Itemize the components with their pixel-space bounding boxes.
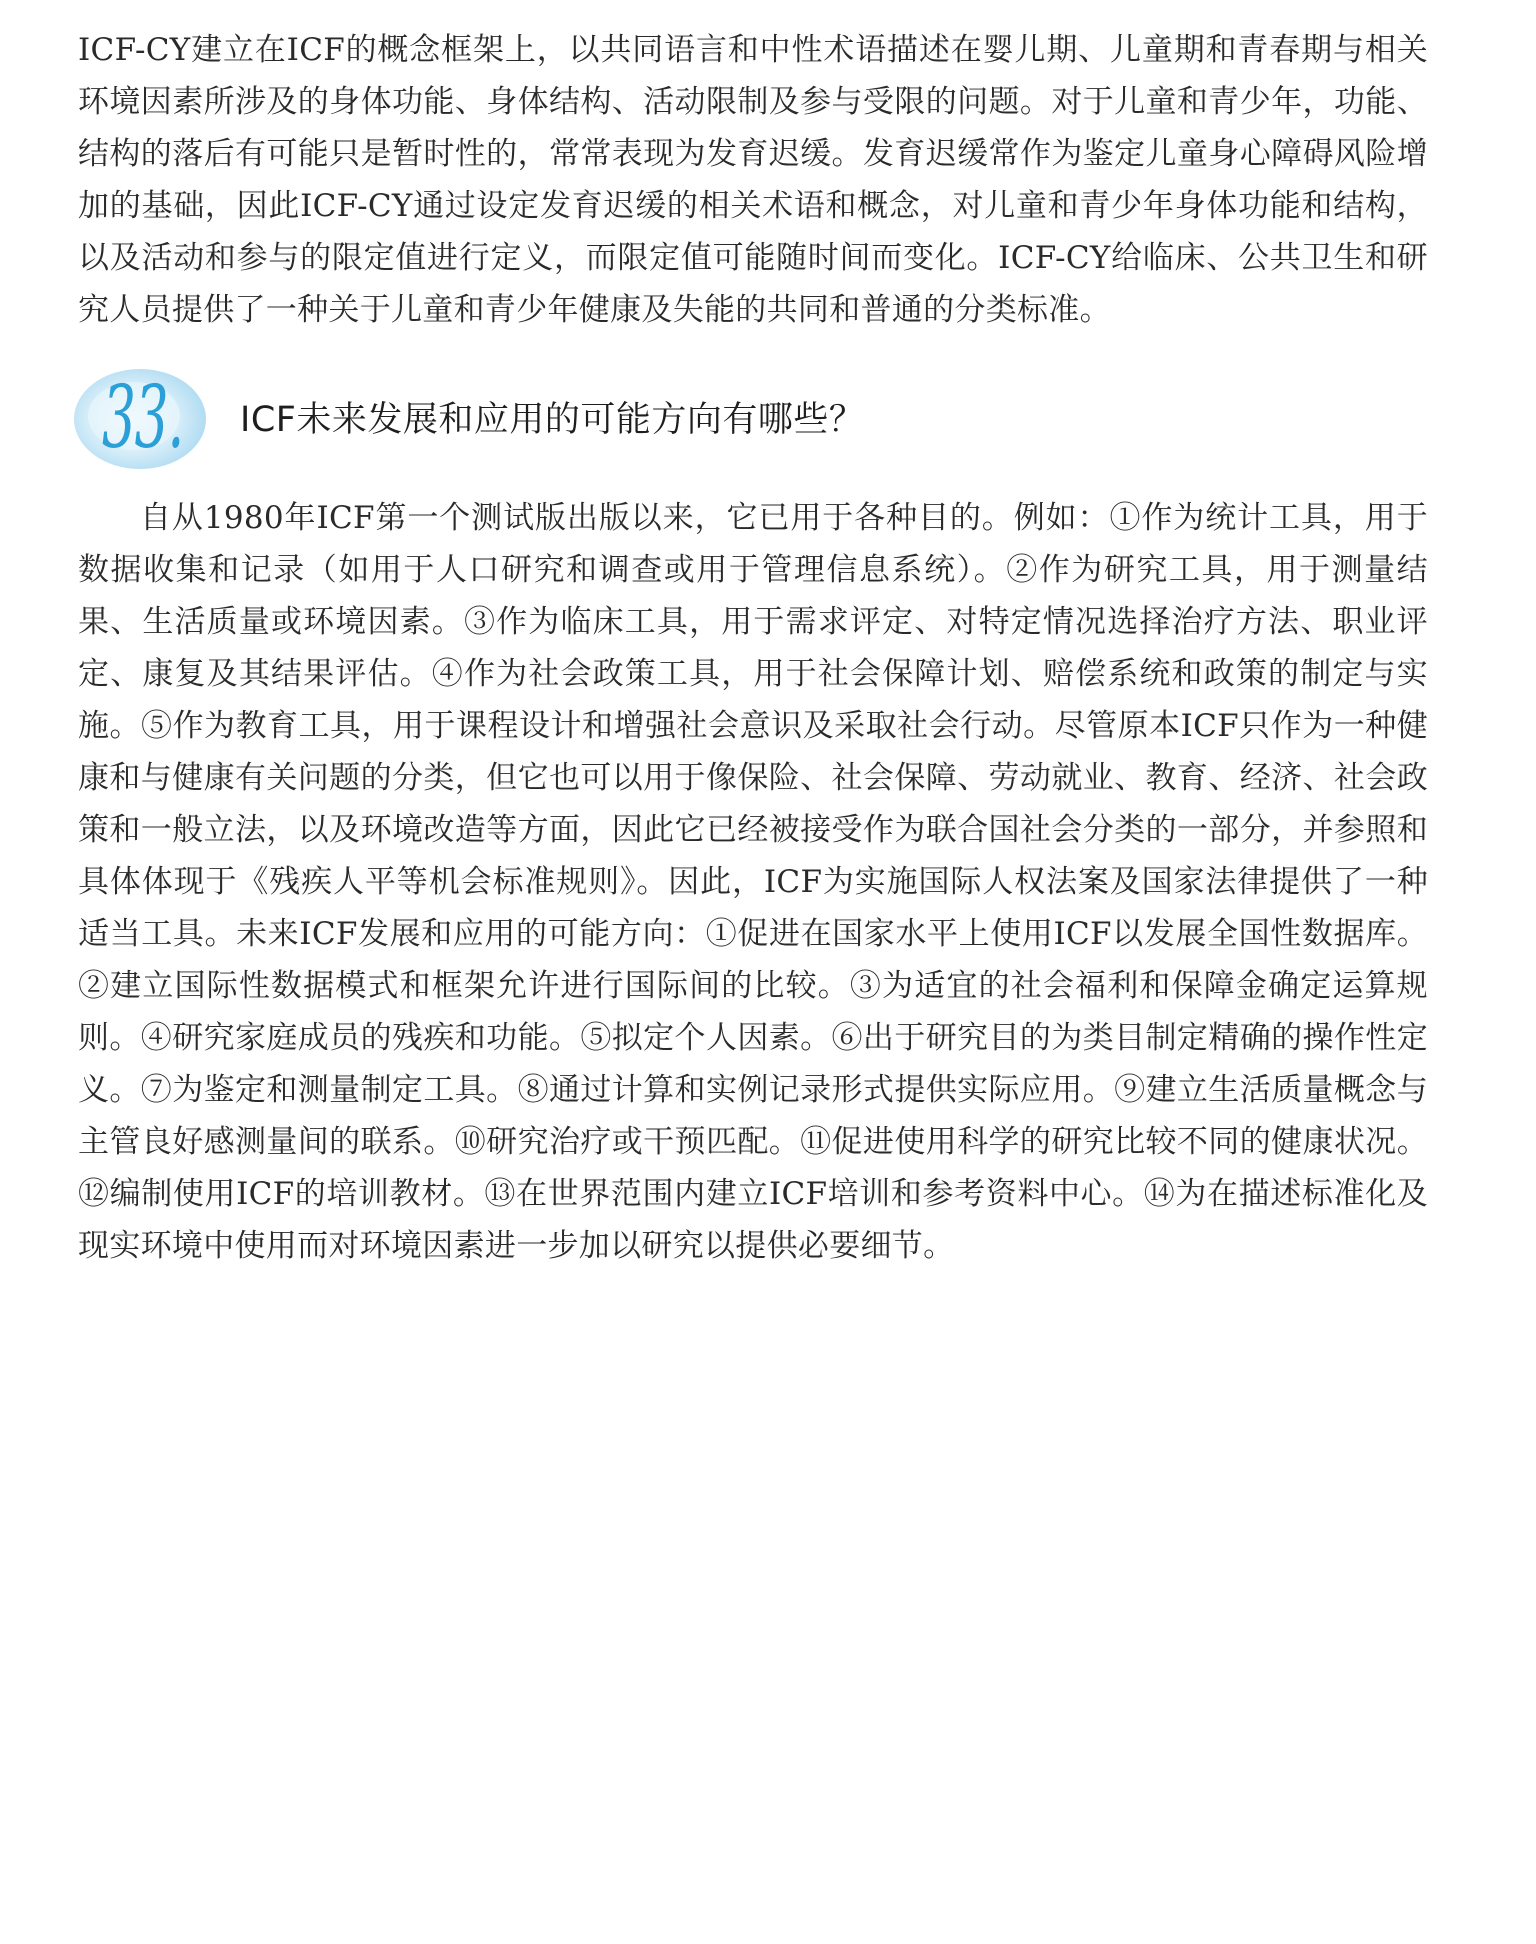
page-content	[78, 24, 1428, 1272]
section-number-badge	[72, 364, 212, 474]
section-number: 33.	[102, 368, 184, 468]
section-body-paragraph: 自从1980年ICF第一个测试版出版以来，它已用于各种目的。例如：①作为统计工具，用于数据收集和记录（如用于人口研究和调查或用于管理信息系统）。②作为研究工具，用于测量结果、生活质量或环境因素。③作为临床工具，用于需求评定、对特定情况选择治疗方法、职业评定、康复及其结果评估。④作为社会政策工具，用于社会保障计划、赔偿系统和政策的制定与实施。⑤作为教育工具，用于课程设计和增强社会意识及采取社会行动。尽管原本ICF只作为一种健康和与健康有关问题的分类，但它也可以用于像保险、社会保障、劳动就业、教育、经济、社会政策和一般立法，以及环境改造等方面，因此它已经被接受作为联合国社会分类的一部分，并参照和具体体现于《残疾人平等机会标准规则》。因此，ICF为实施国际人权法案及国家法律提供了一种适当工具。未来ICF发展和应用的可能方向：①促进在国家水平上使用ICF以发展全国性数据库。②建立国际性数据模式和框架允许进行国际间的比较。③为适宜的社会福利和保障金确定运算规则。④研究家庭成员的残疾和功能。⑤拟定个人因素。⑥出于研究目的为类目制定精确的操作性定义。⑦为鉴定和测量制定工具。⑧通过计算和实例记录形式提供实际应用。⑨建立生活质量概念与主管良好感测量间的联系。⑩研究治疗或干预匹配。⑪促进使用科学的研究比较不同的健康状况。⑫编制使用ICF的培训教材。⑬在世界范围内建立ICF培训和参考资料中心。⑭为在描述标准化及现实环境中使用而对环境因素进一步加以研究以提供必要细节。	[78, 500, 1428, 1264]
intro-paragraph: ICF-CY建立在ICF的概念框架上，以共同语言和中性术语描述在婴儿期、儿童期和青春期与相关环境因素所涉及的身体功能、身体结构、活动限制及参与受限的问题。对于儿童和青少年，功能、结构的落后有可能只是暂时性的，常常表现为发育迟缓。发育迟缓常作为鉴定儿童身心障碍风险增加的基础，因此ICF-CY通过设定发育迟缓的相关术语和概念，对儿童和青少年身体功能和结构，以及活动和参与的限定值进行定义，而限定值可能随时间而变化。ICF-CY给临床、公共卫生和研究人员提供了一种关于儿童和青少年健康及失能的共同和普通的分类标准。	[78, 32, 1428, 328]
section-heading	[78, 364, 1428, 484]
section-title: ICF未来发展和应用的可能方向有哪些？	[240, 400, 865, 440]
